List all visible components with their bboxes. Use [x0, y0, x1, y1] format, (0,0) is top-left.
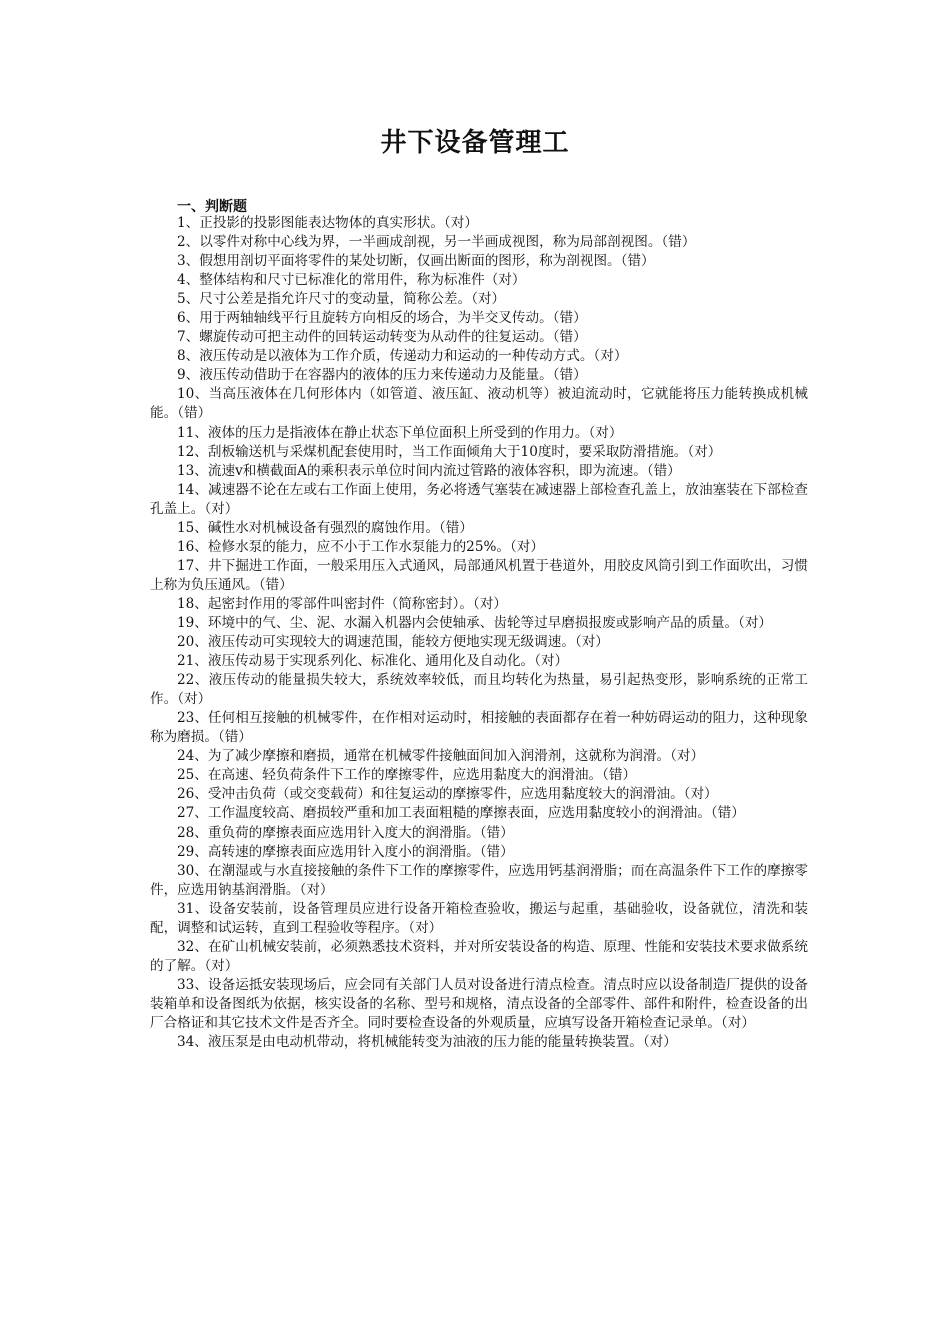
section-heading: 一、判断题	[177, 199, 247, 215]
question-item: 10、当高压液体在几何形体内（如管道、液压缸、液动机等）被迫流动时，它就能将压力能转换成机械能。（错）	[150, 386, 808, 422]
question-item: 8、液压传动是以液体为工作介质，传递动力和运动的一种传动方式。（对）	[177, 348, 628, 365]
question-item: 27、工作温度较高、磨损较严重和加工表面粗糙的摩擦表面，应选用黏度较小的润滑油。（错）	[177, 805, 745, 822]
question-item: 7、螺旋传动可把主动件的回转运动转变为从动件的往复运动。（错）	[177, 329, 587, 346]
document-title: 井下设备管理工	[380, 128, 570, 158]
question-item: 22、液压传动的能量损失较大，系统效率较低，而且均转化为热量，易引起热变形，影响系统的正常工作。（对）	[150, 672, 808, 708]
question-item: 5、尺寸公差是指允许尺寸的变动量，简称公差。（对）	[177, 291, 506, 308]
question-item: 4、整体结构和尺寸已标准化的常用件，称为标准件（对）	[177, 272, 526, 289]
question-item: 6、用于两轴轴线平行且旋转方向相反的场合，为半交叉传动。（错）	[177, 310, 587, 327]
question-item: 34、液压泵是由电动机带动，将机械能转变为油液的压力能的能量转换装置。（对）	[177, 1034, 677, 1051]
question-item: 23、任何相互接触的机械零件，在作相对运动时，相接触的表面都存在着一种妨碍运动的阻力，这种现象称为磨损。（错）	[150, 710, 808, 746]
question-item: 18、起密封作用的零部件叫密封件（简称密封）。（对）	[177, 595, 507, 612]
question-item: 19、环境中的气、尘、泥、水漏入机器内会使轴承、齿轮等过早磨损报废或影响产品的质量。（对）	[177, 614, 773, 631]
question-item: 2、以零件对称中心线为界，一半画成剖视，另一半画成视图，称为局部剖视图。（错）	[177, 234, 696, 251]
question-item: 3、假想用剖切平面将零件的某处切断，仅画出断面的图形，称为剖视图。（错）	[177, 253, 655, 270]
question-item: 13、流速v和横截面A的乘积表示单位时间内流过管路的液体容积，即为流速。（错）	[177, 462, 681, 479]
question-item: 28、重负荷的摩擦表面应选用针入度大的润滑脂。（错）	[177, 824, 514, 841]
question-item: 32、在矿山机械安装前，必须熟悉技术资料，并对所安装设备的构造、原理、性能和安装技术要求做系统的了解。（对）	[150, 938, 808, 974]
question-item: 29、高转速的摩擦表面应选用针入度小的润滑脂。（错）	[177, 843, 514, 860]
question-list	[150, 214, 808, 1052]
question-item: 1、正投影的投影图能表达物体的真实形状。（对）	[177, 215, 478, 231]
question-item: 31、设备安装前，设备管理员应进行设备开箱检查验收，搬运与起重，基础验收，设备就位，清洗和装配，调整和试运转，直到工程验收等程序。（对）	[150, 900, 808, 936]
question-item: 21、液压传动易于实现系列化、标准化、通用化及自动化。（对）	[177, 653, 569, 670]
question-item: 26、受冲击负荷（或交变载荷）和往复运动的摩擦零件，应选用黏度较大的润滑油。（对）	[177, 786, 718, 803]
question-item: 17、井下掘进工作面，一般采用压入式通风，局部通风机置于巷道外，用胶皮风筒引到工作面吹出，习惯上称为负压通风。（错）	[150, 557, 808, 593]
question-item: 20、液压传动可实现较大的调速范围，能较方便地实现无级调速。（对）	[177, 634, 609, 651]
question-item: 12、刮板输送机与采煤机配套使用时，当工作面倾角大于10度时，要采取防滑措施。（对）	[177, 443, 722, 460]
question-item: 30、在潮湿或与水直接接触的条件下工作的摩擦零件，应选用钙基润滑脂；而在高温条件下工作的摩擦零件，应选用钠基润滑脂。（对）	[150, 862, 808, 898]
question-item: 25、在高速、轻负荷条件下工作的摩擦零件，应选用黏度大的润滑油。（错）	[177, 767, 637, 784]
question-item: 11、液体的压力是指液体在静止状态下单位面积上所受到的作用力。（对）	[177, 424, 623, 441]
question-item: 15、碱性水对机械设备有强烈的腐蚀作用。（错）	[177, 519, 473, 536]
question-item: 16、检修水泵的能力，应不小于工作水泵能力的25%。（对）	[177, 538, 544, 555]
question-item: 9、液压传动借助于在容器内的液体的压力来传递动力及能量。（错）	[177, 367, 587, 384]
question-item: 33、设备运抵安装现场后，应会同有关部门人员对设备进行清点检查。清点时应以设备制造厂提供的设备装箱单和设备图纸为依据，核实设备的名称、型号和规格，清点设备的全部零件、部件和附件，检查设备的出厂合格证和其它技术文件是否齐全。同时要检查设备的外观质量，应填写设备开箱检查记录单。（对）	[150, 976, 808, 1031]
question-item: 14、减速器不论在左或右工作面上使用，务必将透气塞装在减速器上部检查孔盖上，放油塞装在下部检查孔盖上。（对）	[150, 481, 808, 517]
question-item: 24、为了减少摩擦和磨损，通常在机械零件接触面间加入润滑剂，这就称为润滑。（对）	[177, 748, 705, 765]
